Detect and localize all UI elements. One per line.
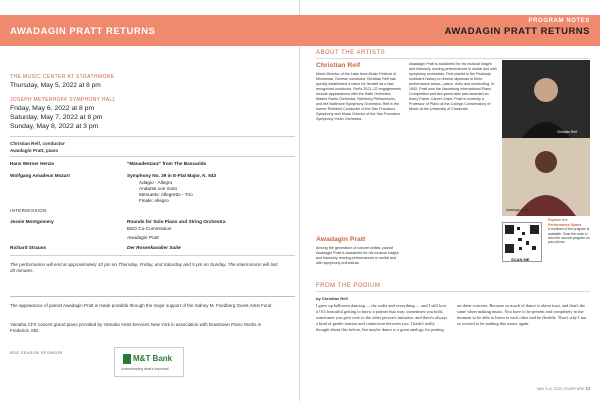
composer-name: Hans Werner Henze bbox=[10, 161, 54, 166]
work-title bbox=[127, 173, 216, 178]
divider bbox=[10, 296, 295, 297]
logo-mark-icon bbox=[123, 354, 131, 364]
movement: Andante con moto bbox=[139, 186, 178, 191]
pianist-photo-art bbox=[502, 138, 590, 216]
sponsor-logo bbox=[114, 347, 184, 377]
artist-bio: Music Director of the Lake Area Music Festival of Minnesota, German conductor Christian Reif has quickly established a name for himself as a fast-recognized conductor. Reif's 2021–22 engagements include appearances with the Hallé Orchestra, Madrid Radio Orchestra, Nürnberg Philharmonic, and the Baltimore Symphony Orchestra. Reif is the former Resident Conductor of the San Francisco Symphony and Music Director of the San Francisco Symphony Youth Orchestra. bbox=[316, 72, 401, 121]
left-band-title: AWADAGIN PRATT RETURNS bbox=[10, 26, 156, 37]
podium-heading: FROM THE PODIUM bbox=[316, 283, 381, 289]
about-heading: ABOUT THE ARTISTS bbox=[316, 50, 386, 56]
pianist-photo bbox=[502, 138, 590, 216]
artist-bio: Among the generation of concert artists, pianist Awadagin Pratt is acclaimed for his musical insight and intensely moving performances in recital and with symphony orchestras. bbox=[316, 246, 399, 265]
conductor-photo-art bbox=[502, 60, 590, 138]
work-title-text: Symphony No. 39 in E-Flat Major, K. 543 bbox=[127, 173, 217, 178]
scan-label: SCAN ME bbox=[511, 257, 530, 262]
sponsor-tagline: Understanding what's important bbox=[121, 367, 169, 371]
divider bbox=[10, 255, 295, 256]
explore-sidebar bbox=[548, 218, 590, 244]
guest-artist-credit: The appearance of pianist Awadagin Pratt is made possible through the major support of the Sidney M. Friedberg Guest Artist Fund. bbox=[10, 303, 273, 308]
work-title-text: Rounds for Solo Piano and String Orchestra bbox=[127, 219, 226, 224]
podium-byline: by Christian Reif bbox=[316, 296, 348, 301]
series-label: JOSEPH MEYERHOFF SYMPHONY HALL bbox=[10, 97, 116, 103]
conductor-photo bbox=[502, 60, 590, 138]
artist-bio-continued: Awadagin Pratt is acclaimed for his musical insight and intensely moving performances in recital and with symphony orchestras. First pianist in the Peabody Institute's history to receive diplomas in three performance areas—piano, violin and conducting. In 1992, Pratt won the Naumburg International Piano Competition and two years later was awarded an Avery Fisher Career Grant. Pratt is currently a Professor of Piano at the College-Conservatory of Music at the University of Cincinnati. bbox=[409, 62, 497, 111]
artist-name: Awadagin Pratt bbox=[316, 236, 366, 243]
composer-name: Jessie Montgomery bbox=[10, 219, 54, 224]
footer-issue: MAY 5–8, 2022 bbox=[537, 387, 562, 391]
work-title bbox=[127, 161, 206, 166]
composer-name: Wolfgang Amadeus Mozart bbox=[10, 173, 70, 178]
podium-text: I grew up ballroom dancing — the waltz and everything — and I still love it! It's beautiful getting to know a partner that way; sometimes you hold, sometimes you give over to the other person's initiative, and there's always a kind of gentle tension and connection between you. I hadn't really thought about this before, but maybe dance is a great analogy for putting on these concerts. Because so much of dance is about trust, and that's the same when making music. You have to be present and completely in the moment to be able to listen to each other and be flexible. That's why I am so excited to be making this music again. bbox=[316, 303, 586, 332]
conductor-credit bbox=[10, 141, 65, 146]
page-number: 13 bbox=[585, 386, 590, 391]
page-footer: MAY 5–8, 2022 | OVERTURE 13 bbox=[537, 386, 590, 391]
movement: BSO Co-Commission bbox=[127, 226, 172, 231]
pianist-line: Awadagin Pratt, piano bbox=[10, 148, 59, 153]
divider bbox=[10, 156, 295, 157]
work-title-text: "Mänadentanz" from The Bassarids bbox=[127, 161, 207, 166]
timing-note: The performance will end at approximately 10 pm on Thursday, Friday, and Saturday and 5 pm on Sunday. The intermission will last 20 minutes. bbox=[10, 262, 278, 273]
work-title-text: Der Rosenkavalier Suite bbox=[127, 245, 181, 250]
intermission-label: INTERMISSION bbox=[10, 208, 47, 213]
venue-label: THE MUSIC CENTER AT STRATHMORE bbox=[10, 74, 115, 80]
divider bbox=[316, 291, 590, 292]
work-title bbox=[127, 245, 181, 250]
piano-credit: Yamaha CFX concert grand piano provided by Yamaha Artist Services New York in association with Downtown Piano Works in Frederick, MD. bbox=[10, 322, 262, 333]
divider bbox=[316, 58, 590, 59]
right-page bbox=[300, 0, 600, 401]
sidebar-title: Explore the Performance Space bbox=[548, 218, 582, 227]
work-title bbox=[127, 219, 225, 224]
date-line: Saturday, May 7, 2022 at 8 pm bbox=[10, 114, 103, 121]
movement: Finale: Allegro bbox=[139, 198, 169, 203]
divider bbox=[10, 136, 295, 137]
movement: Adagio - Allegro bbox=[139, 180, 173, 185]
first-date: Thursday, May 5, 2022 at 8 pm bbox=[10, 82, 101, 89]
sidebar-text: A rundown of the program is available. Scan the code to view the concert program on your phone. bbox=[548, 227, 590, 245]
qr-code-icon bbox=[503, 223, 541, 255]
photo-caption: Christian Reif bbox=[557, 130, 577, 134]
season-sponsor-label: BSO SEASON SPONSOR bbox=[10, 350, 63, 355]
photo-caption: Awadagin Pratt bbox=[506, 208, 529, 212]
footer-publication: OVERTURE bbox=[564, 387, 585, 391]
date-line: Friday, May 6, 2022 at 8 pm bbox=[10, 105, 95, 112]
pianist-credit bbox=[10, 148, 58, 153]
section-kicker: PROGRAM NOTES bbox=[528, 18, 590, 24]
right-band-title: AWADAGIN PRATT RETURNS bbox=[444, 26, 590, 37]
composer-name: Richard Strauss bbox=[10, 245, 46, 250]
qr-code[interactable] bbox=[502, 222, 542, 262]
conductor-line: Christian Reif, conductor bbox=[10, 141, 65, 146]
movement: Awadagin Pratt bbox=[127, 235, 159, 240]
movement: Menuetto: Allegretto - Trio bbox=[139, 192, 193, 197]
date-line: Sunday, May 8, 2022 at 3 pm bbox=[10, 123, 99, 130]
sponsor-name: M&T Bank bbox=[133, 354, 173, 363]
artist-name: Christian Reif bbox=[316, 62, 361, 69]
